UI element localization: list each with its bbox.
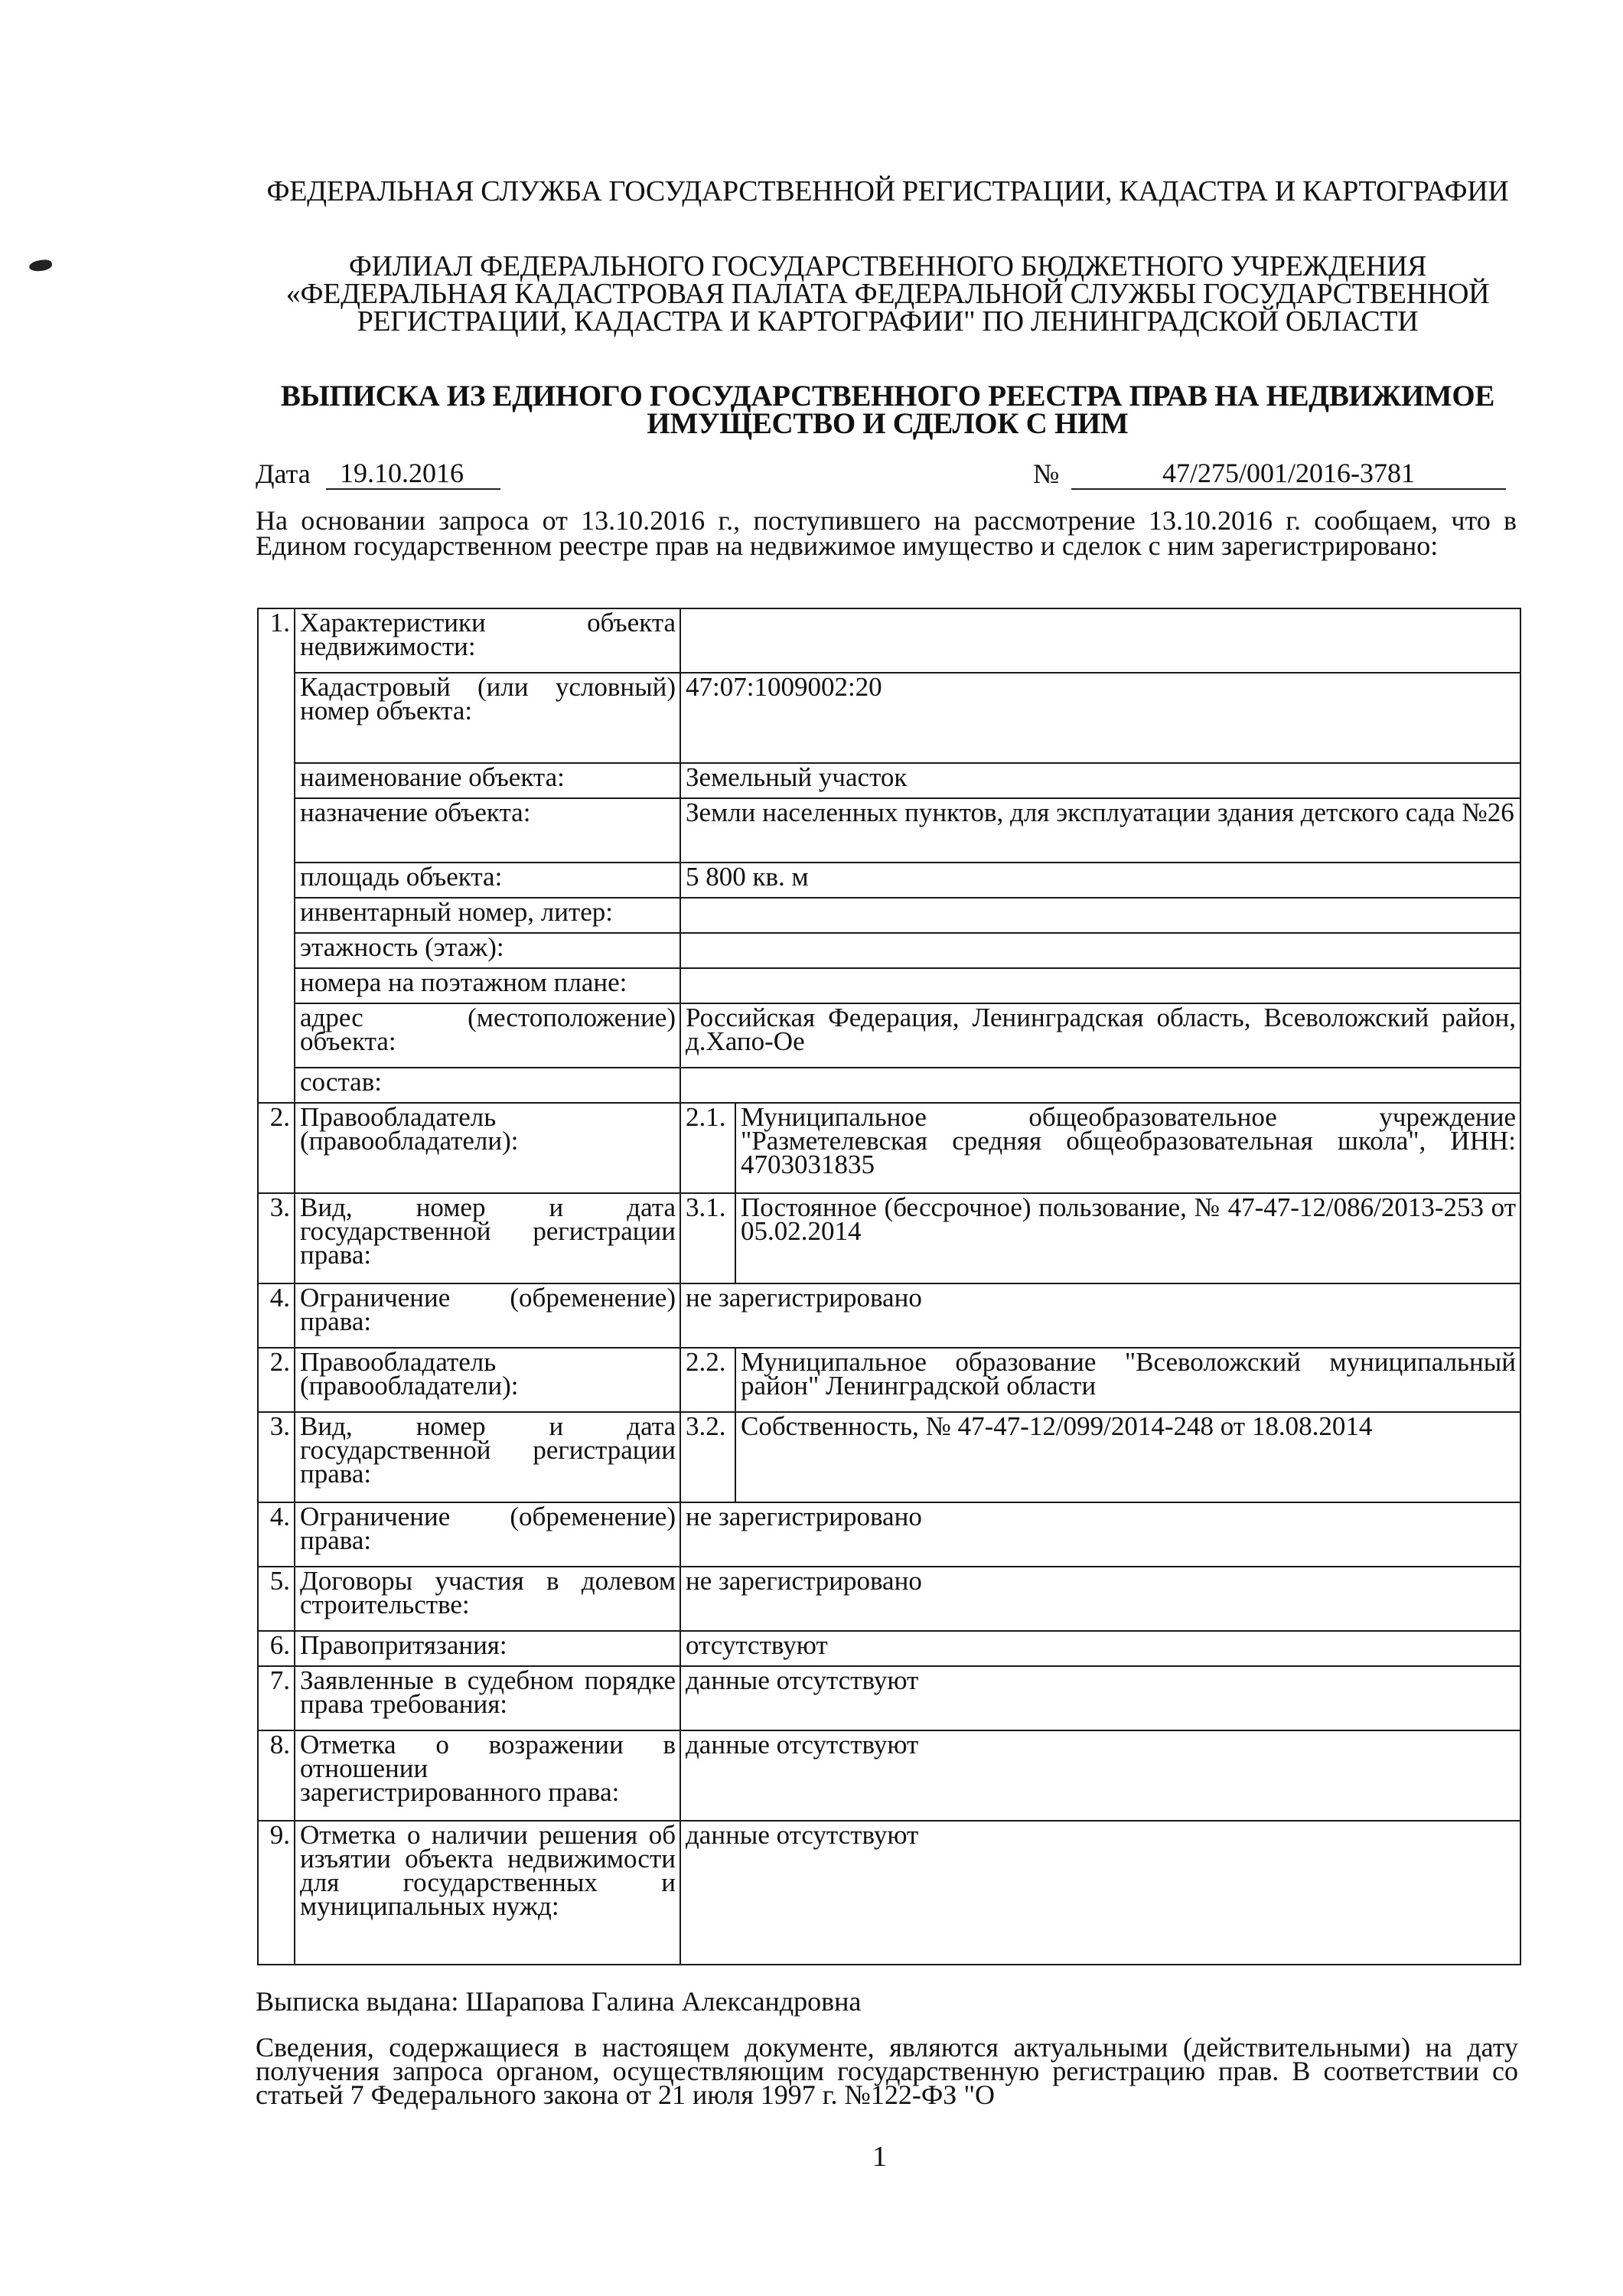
table-row — [258, 1631, 1520, 1666]
row-number: 5. — [258, 1567, 295, 1631]
row-value: отсутствуют — [680, 1631, 1520, 1666]
row-subnumber: 3.1. — [680, 1193, 735, 1283]
row-label: Характеристики объекта недвижимости: — [295, 608, 680, 673]
table-row — [258, 1003, 1520, 1068]
row-value — [680, 608, 1520, 673]
row-label: номера на поэтажном плане: — [295, 968, 680, 1003]
row-label: Правообладатель (правообладатели): — [295, 1103, 680, 1193]
row-label: инвентарный номер, литер: — [295, 898, 680, 933]
row-label: Заявленные в судебном порядке права требования: — [295, 1666, 680, 1730]
date-value: 19.10.2016 — [326, 458, 500, 490]
table-row — [258, 863, 1520, 898]
table-row — [258, 898, 1520, 933]
row-number: 4. — [258, 1502, 295, 1567]
row-value: данные отсутствуют — [680, 1730, 1520, 1821]
row-value: 5 800 кв. м — [680, 863, 1520, 898]
table-row — [258, 1666, 1520, 1730]
row-number: 2. — [258, 1103, 295, 1193]
row-number: 2. — [258, 1348, 295, 1412]
row-number: 1. — [258, 608, 295, 1103]
date-label: Дата — [256, 458, 311, 489]
row-label: Отметка о наличии решения об изъятии объекта недвижимости для государственных и муниципальных нужд: — [295, 1821, 680, 1965]
row-value — [680, 968, 1520, 1003]
row-label: Правообладатель (правообладатели): — [295, 1348, 680, 1412]
row-value: Муниципальное образование "Всеволожский муниципальный район" Ленинградской области — [735, 1348, 1520, 1412]
table-row — [258, 1103, 1520, 1193]
row-value: Муниципальное общеобразовательное учреждение "Разметелевская средняя общеобразовательная школа", ИНН: 4703031835 — [735, 1103, 1520, 1193]
row-value: Земли населенных пунктов, для эксплуатации здания детского сада №26 — [680, 798, 1520, 863]
row-label: Правопритязания: — [295, 1631, 680, 1666]
row-value: Земельный участок — [680, 763, 1520, 798]
table-row — [258, 1283, 1520, 1348]
row-value: не зарегистрировано — [680, 1283, 1520, 1348]
row-label: площадь объекта: — [295, 863, 680, 898]
branch-header: ФИЛИАЛ ФЕДЕРАЛЬНОГО ГОСУДАРСТВЕННОГО БЮДЖЕТНОГО УЧРЕЖДЕНИЯ «ФЕДЕРАЛЬНАЯ КАДАСТРОВАЯ ПАЛАТА ФЕДЕРАЛЬНОЙ СЛУЖБЫ ГОСУДАРСТВЕННОЙ РЕГИСТРАЦИИ, КАДАСТРА И КАРТОГРАФИИ" ПО ЛЕНИНГРАДСКОЙ ОБЛАСТИ — [285, 250, 1490, 338]
row-number: 8. — [258, 1730, 295, 1821]
row-label: Договоры участия в долевом строительстве: — [295, 1567, 680, 1631]
row-value: данные отсутствуют — [680, 1821, 1520, 1965]
table-row — [258, 968, 1520, 1003]
row-label: Ограничение (обременение) права: — [295, 1502, 680, 1567]
legal-notice: Сведения, содержащиеся в настоящем документе, являются актуальными (действительными) на дату получения запроса органом, осуществляющим государственную регистрацию прав. В соответствии со статьей 7 Федерального закона от 21 июля 1997 г. №122-ФЗ "О — [256, 2032, 1518, 2110]
table-row — [258, 1821, 1520, 1965]
table-row — [258, 1502, 1520, 1567]
number-value: 47/275/001/2016-3781 — [1071, 458, 1506, 490]
row-value: данные отсутствуют — [680, 1666, 1520, 1730]
row-number: 3. — [258, 1412, 295, 1502]
table-row — [258, 763, 1520, 798]
row-label: этажность (этаж): — [295, 933, 680, 968]
row-label: назначение объекта: — [295, 798, 680, 863]
table-row — [258, 1730, 1520, 1821]
issued-to: Выписка выдана: Шарапова Галина Александровна — [256, 1986, 862, 2017]
row-subnumber: 2.1. — [680, 1103, 735, 1193]
intro-paragraph: На основании запроса от 13.10.2016 г., поступившего на рассмотрение 13.10.2016 г. сообщаем, что в Едином государственном реестре прав на недвижимое имущество и сделок с ним зарегистрировано: — [256, 505, 1517, 561]
table-row — [258, 673, 1520, 763]
agency-header: ФЕДЕРАЛЬНАЯ СЛУЖБА ГОСУДАРСТВЕННОЙ РЕГИСТРАЦИИ, КАДАСТРА И КАРТОГРАФИИ — [266, 175, 1509, 207]
row-subnumber: 2.2. — [680, 1348, 735, 1412]
row-label: Вид, номер и дата государственной регистрации права: — [295, 1412, 680, 1502]
row-label: наименование объекта: — [295, 763, 680, 798]
document-title: ВЫПИСКА ИЗ ЕДИНОГО ГОСУДАРСТВЕННОГО РЕЕСТРА ПРАВ НА НЕДВИЖИМОЕ ИМУЩЕСТВО И СДЕЛОК С НИМ — [280, 380, 1495, 440]
row-label: Ограничение (обременение) права: — [295, 1283, 680, 1348]
row-value: Собственность, № 47-47-12/099/2014-248 от 18.08.2014 — [735, 1412, 1520, 1502]
date-number-line — [256, 458, 1511, 490]
row-label: адрес (местоположение) объекта: — [295, 1003, 680, 1068]
row-number: 9. — [258, 1821, 295, 1965]
row-number: 7. — [258, 1666, 295, 1730]
table-row — [258, 1412, 1520, 1502]
page-number: 1 — [872, 2141, 887, 2173]
row-label: состав: — [295, 1068, 680, 1103]
row-value: не зарегистрировано — [680, 1502, 1520, 1567]
row-value — [680, 1068, 1520, 1103]
row-value: не зарегистрировано — [680, 1567, 1520, 1631]
table-row — [258, 1193, 1520, 1283]
table-row — [258, 1567, 1520, 1631]
table-row — [258, 798, 1520, 863]
table-row — [258, 1348, 1520, 1412]
row-value — [680, 933, 1520, 968]
row-number: 3. — [258, 1193, 295, 1283]
row-subnumber: 3.2. — [680, 1412, 735, 1502]
table-row — [258, 608, 1520, 673]
scan-artifact — [28, 259, 53, 272]
registry-table — [257, 608, 1521, 1965]
row-value — [680, 898, 1520, 933]
table-row — [258, 1068, 1520, 1103]
table-row — [258, 933, 1520, 968]
row-value: Постоянное (бессрочное) пользование, № 47-47-12/086/2013-253 от 05.02.2014 — [735, 1193, 1520, 1283]
row-label: Вид, номер и дата государственной регистрации права: — [295, 1193, 680, 1283]
row-label: Кадастровый (или условный) номер объекта: — [295, 673, 680, 763]
row-value: Российская Федерация, Ленинградская область, Всеволожский район, д.Хапо-Ое — [680, 1003, 1520, 1068]
row-number: 4. — [258, 1283, 295, 1348]
row-value: 47:07:1009002:20 — [680, 673, 1520, 763]
row-label: Отметка о возражении в отношении зарегистрированного права: — [295, 1730, 680, 1821]
row-number: 6. — [258, 1631, 295, 1666]
number-label: № — [1033, 458, 1060, 489]
